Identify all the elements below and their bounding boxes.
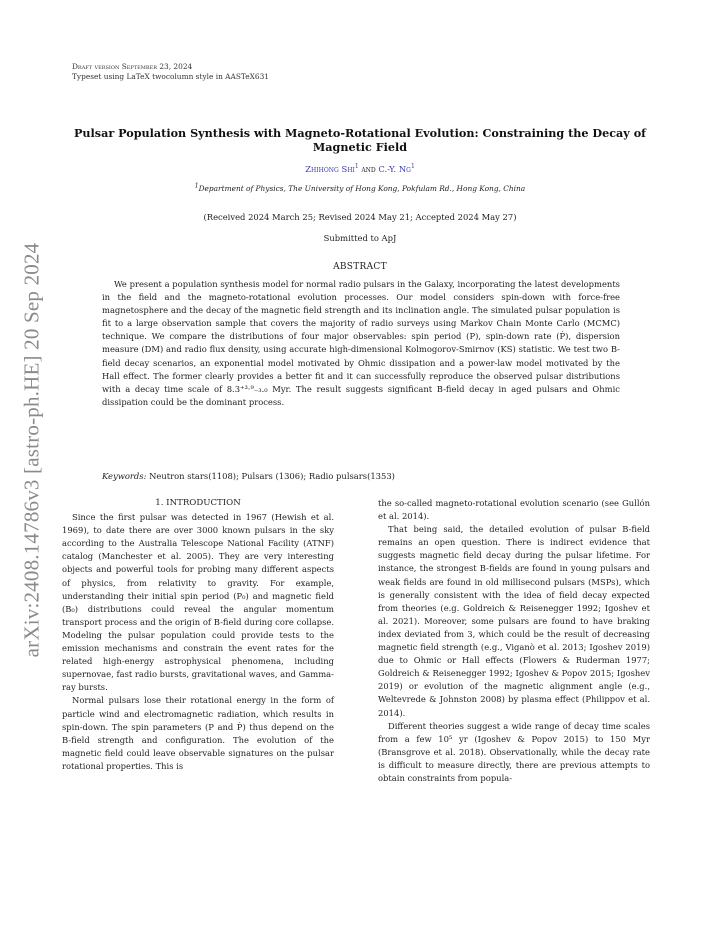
intro-paragraph-2: Normal pulsars lose their rotational energy in the form of particle wind and electromagnetic radiation, which results in spin-down. The spin parameters (P and Ṗ) thus depend on the B-field strength and configuration. The evolution of the magnetic field could leave observable signatures on the pulsar rotational properties. This is <box>62 695 334 771</box>
author-and: and <box>361 164 376 174</box>
page-header <box>72 62 269 82</box>
section-heading: 1. INTRODUCTION <box>155 498 241 508</box>
author-link-2[interactable]: C.-Y. Ng <box>378 164 411 174</box>
abstract-heading: ABSTRACT <box>333 262 387 272</box>
intro-paragraph-4: That being said, the detailed evolution of pulsar B-field remains an open question. There is indirect evidence that suggests magnetic field decay during the pulsar lifetime. For instance, the strongest B-fields are found in young pulsars and weak fields are found in old millisecond pulsars (MSPs), which is generally consistent with the idea of field decay expected from theories (e.g. Goldreich & Reisenegger 1992; Igoshev et al. 2021). Moreover, some pulsars are found to have braking index deviated from 3, which could be the result of decreasing magnetic field strength (e.g., Viganò et al. 2013; Igoshev 2019) due to Ohmic or Hall effects (Flowers & Ruderman 1977; Goldreich & Reisenegger 1992; Igoshev & Popov 2015; Igoshev 2019) or evolution of the magnetic alignment angle (e.g., Weltevrede & Johnston 2008) by plasma effect (Philippov et al. 2014). <box>378 524 650 718</box>
left-column <box>62 497 334 773</box>
affiliation-text: Department of Physics, The University of Hong Kong, Pokfulam Rd., Hong Kong, China <box>198 184 526 193</box>
arxiv-sidebar <box>12 230 52 670</box>
affiliation: $^1$Department of Physics, The University of Hong Kong, Pokfulam Rd., Hong Kong, China <box>194 182 526 193</box>
arxiv-identifier: arXiv:2408.14786v3 [astro-ph.HE] 20 Sep 2024 <box>19 242 44 658</box>
title-line-2: Magnetic Field <box>312 140 408 154</box>
title-line-1: Pulsar Population Synthesis with Magneto-Rotational Evolution: Constraining the Decay of <box>74 126 646 140</box>
intro-paragraph-5: Different theories suggest a wide range of decay time scales from a few 10⁵ yr (Igoshev & Popov 2015) to 150 Myr (Bransgrove et al. 2018). Observationally, while the decay rate is difficult to measure directly, there are previous attempts to obtain constraints from popula- <box>378 720 650 783</box>
keywords-list: Neutron stars(1108); Pulsars (1306); Radio pulsars(1353) <box>149 471 395 481</box>
keywords <box>102 470 620 482</box>
typeset-line: Typeset using LaTeX twocolumn style in AASTeX631 <box>72 72 270 81</box>
draft-line: Draft version September 23, 2024 <box>72 62 193 71</box>
keywords-label: Keywords: <box>102 471 147 481</box>
intro-paragraph-1: Since the first pulsar was detected in 1967 (Hewish et al. 1969), to date there are over 3000 known pulsars in the sky according to the Australia Telescope National Facility (ATNF) catalog (Manchester et al. 2005). They are very interesting objects and powerful tools for probing many different aspects of physics, from relativity to gravity. For example, understanding their initial spin period (P₀) and magnetic field (B₀) distributions could reveal the angular momentum transport process and the origin of B-field during core collapse. Modeling the pulsar population could provide tests to the emission mechanisms and constrain the event rates for the related high-energy astrophysical phenomena, including supernovae, fast radio bursts, gravitational waves, and Gamma-ray bursts. <box>62 512 334 693</box>
intro-paragraph-3: the so-called magneto-rotational evolution scenario (see Gullón et al. 2014). <box>378 498 650 522</box>
submitted-to: Submitted to ApJ <box>323 233 397 243</box>
abstract-body: We present a population synthesis model for normal radio pulsars in the Galaxy, incorporating the latest developments in the field and the magneto-rotational evolution processes. Our model considers spin-down with force-free magnetosphere and the decay of the magnetic field strength and its inclination angle. The simulated pulsar population is fit to a large observation sample that covers the majority of radio surveys using Markov Chain Monte Carlo (MCMC) technique. We compare the distributions of four major observables: spin period (P), spin-down rate (Ṗ), dispersion measure (DM) and radio flux density, using accurate high-dimensional Kolmogorov-Smirnov (KS) statistic. We test two B-field decay scenarios, an exponential model motivated by Ohmic dissipation and a power-law model motivated by the Hall effect. The former clearly provides a better fit and it can successfully reproduce the observed pulsar distributions with a decay time scale of 8.3⁺³·⁹₋₃.₀ Myr. The result suggests significant B-field decay in aged pulsars and Ohmic dissipation could be the dominant process. <box>102 279 620 407</box>
author-list: Zhihong Shi$^1$ and C.-Y. Ng$^1$ <box>305 163 415 174</box>
received-dates: (Received 2024 March 25; Revised 2024 May 21; Accepted 2024 May 27) <box>203 212 517 222</box>
author-link-1[interactable]: Zhihong Shi <box>305 164 355 174</box>
paper-title <box>72 126 648 154</box>
right-column <box>378 497 650 785</box>
